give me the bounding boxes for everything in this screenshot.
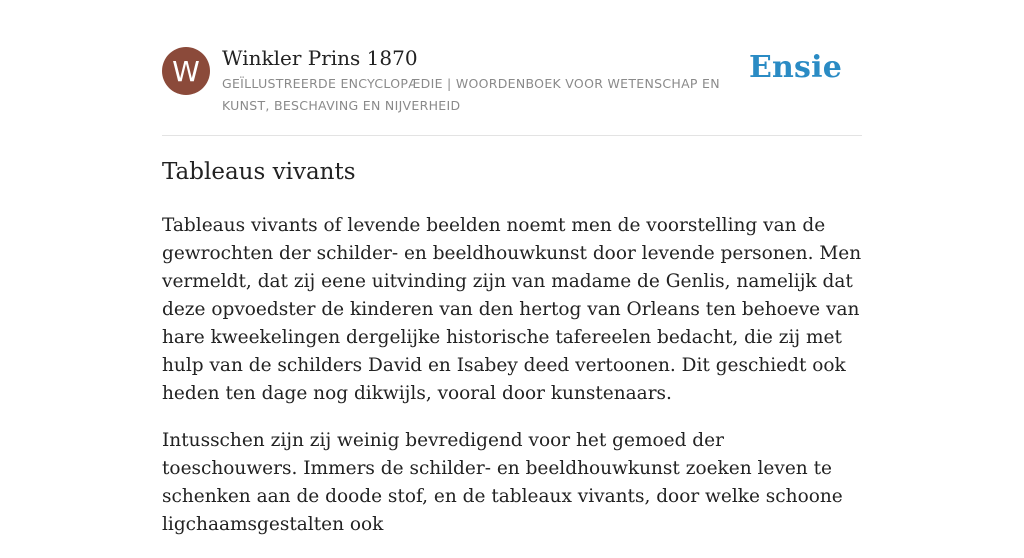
- article-paragraph: Tableaus vivants of levende beelden noemt men de voorstelling van de gewrochten der schilder- en beeldhouwkunst door levende personen. Men vermeldt, dat zij eene uitvinding zijn van madame de Genlis, namelijk dat deze opvoedster de kinderen van den hertog van Orleans ten behoeve van hare kweekelingen dergelijke historische tafereelen bedacht, die zij met hulp van de schilders David en Isabey deed vertoonen. Dit geschiedt ook heden ten dage nog dikwijls, vooral door kunstenaars.: [162, 215, 862, 404]
- article-title: Tableaus vivants: [162, 159, 356, 185]
- avatar[interactable]: W: [162, 47, 210, 95]
- ensie-logo[interactable]: Ensie: [748, 50, 842, 85]
- article-body: [162, 212, 862, 558]
- article-paragraph: Intusschen zijn zij weinig bevredigend voor het gemoed der toeschouwers. Immers de schilder- en beeldhouwkunst zoeken leven te schenken aan de doode stof, en de tableaux vivants, door welke schoone ligchaamsgestalten ook: [162, 430, 843, 535]
- header-divider: [162, 135, 862, 136]
- source-title[interactable]: Winkler Prins 1870: [222, 46, 418, 70]
- source-subtitle: GEÏLLUSTREERDE ENCYCLOPÆDIE | WOORDENBOEK VOOR WETENSCHAP EN KUNST, BESCHAVING EN NIJVERHEID: [222, 76, 720, 113]
- source-header: [162, 46, 862, 113]
